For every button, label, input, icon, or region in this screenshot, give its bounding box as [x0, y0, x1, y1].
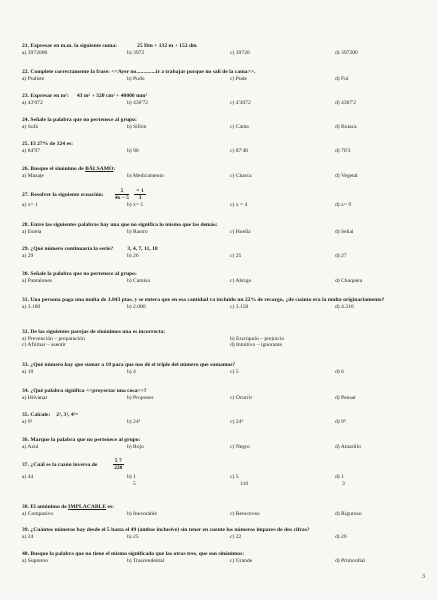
option-a[interactable]: a) 84'97: [22, 147, 40, 154]
equation-rhs-bottom: 3: [138, 195, 142, 202]
option-d[interactable]: d) 9⁹: [335, 418, 346, 425]
question-39: [22, 527, 427, 540]
question-27: [22, 188, 427, 209]
option-c[interactable]: c) Pude: [230, 75, 247, 82]
question-30: [22, 271, 427, 284]
option-b[interactable]: b) Proponer: [127, 394, 154, 401]
option-a[interactable]: a) Azul: [22, 443, 39, 450]
option-d[interactable]: d) 27: [335, 252, 347, 259]
option-b[interactable]: b) Pudo: [127, 75, 145, 82]
option-c[interactable]: c) 5: [230, 368, 239, 375]
option-c[interactable]: c) Charca: [230, 172, 252, 179]
option-c[interactable]: c) Grande: [230, 557, 253, 564]
option-a[interactable]: a) Compasivo: [22, 510, 54, 517]
question-fraction: [113, 458, 124, 471]
question-text: 22. Complete correctamente la frase: <<Ayer no..............ir a trabajar porque no salí de la cama>>.: [22, 69, 256, 75]
question-keyword: BÁLSAMO: [85, 166, 114, 172]
question-22: [22, 69, 427, 82]
option-b[interactable]: b) Inexorable: [127, 510, 157, 517]
option-b-denominator: 5: [133, 480, 136, 487]
option-a[interactable]: a) 10: [22, 368, 34, 375]
question-text: 38. El antónimo de: [22, 504, 67, 510]
option-c[interactable]: c) 39720: [230, 49, 250, 56]
option-c[interactable]: c) 24⁹: [230, 418, 244, 425]
question-text: 36. Marque la palabra que no pertenece al grupo:: [22, 437, 141, 443]
option-b[interactable]: b) 90: [127, 147, 139, 154]
page-number: 3: [422, 574, 425, 580]
question-29: [22, 246, 427, 259]
question-text: 31. Una persona paga una multa de 3.843 ptas. y se entera que en esa cantidad va incluido un 22% de recargo, ¿de cuánto era la multa originariamente?: [22, 297, 385, 303]
option-a[interactable]: a) Supremo: [22, 557, 48, 564]
question-suffix: :: [113, 166, 116, 172]
scan-mark: ~: [28, 14, 31, 19]
question-text: 25. El 27% de 324 es:: [22, 141, 73, 147]
option-b[interactable]: b) 25: [127, 533, 139, 540]
question-40: [22, 551, 427, 564]
option-c[interactable]: c) x = 4: [230, 202, 248, 208]
question-text: 29. ¿Qué número continuaría la serie?: [22, 246, 114, 252]
option-d[interactable]: d) 26: [335, 533, 347, 540]
option-d[interactable]: d) Butaca: [335, 123, 357, 130]
option-a[interactable]: a) Sofá: [22, 123, 38, 130]
option-b[interactable]: b) 3972: [127, 49, 145, 56]
question-text: 28. Entre las siguientes palabras hay una que no significa lo mismo que las demás:: [22, 222, 218, 228]
question-21: [22, 43, 427, 56]
equation-fraction: [115, 188, 129, 201]
option-c[interactable]: c) Rencoroso: [230, 510, 260, 517]
question-text: 32. De las siguientes parejas de sinónimos una es incorrecta:: [22, 329, 166, 335]
option-b[interactable]: b) Medicamento: [127, 172, 164, 179]
option-c[interactable]: c) Huella: [230, 228, 251, 235]
question-text: 37. ¿Cuál es la razón inversa de: [22, 462, 98, 468]
question-suffix: es:: [107, 504, 115, 510]
option-a[interactable]: a) x= 1: [22, 202, 38, 208]
question-text: 35. Calcule:: [22, 412, 51, 418]
option-d[interactable]: d) Chaqueta: [335, 277, 363, 284]
option-d[interactable]: d) Primordial: [335, 557, 365, 564]
option-a[interactable]: a) Masaje: [22, 172, 44, 179]
option-d-denominator: 3: [342, 480, 345, 487]
question-26: [22, 166, 427, 179]
option-b[interactable]: b) Camisa: [127, 277, 150, 284]
option-b[interactable]: b) Trascendental: [127, 557, 165, 564]
question-text: 27. Resolver la siguiente ecuación:: [22, 192, 104, 198]
question-series: 3, 4, 7, 11, 18: [127, 246, 158, 252]
option-a[interactable]: a) 3.180: [22, 303, 41, 310]
question-text: 26. Busque el sinónimo de: [22, 166, 84, 172]
option-b[interactable]: b) x= 5: [127, 202, 144, 208]
option-b[interactable]: b) 24³: [127, 418, 141, 425]
option-a[interactable]: a) 24: [22, 533, 34, 540]
question-keyword: IMPLACABLE: [68, 504, 107, 510]
option-c[interactable]: c) 3.150: [230, 303, 249, 310]
option-b[interactable]: b) 430'72: [127, 99, 149, 106]
question-text: 39. ¿Cuántos números hay desde el 5 hasta el 49 (ambos inclusive) sin tener en cuente los números impares de dos cifras?: [22, 527, 310, 533]
option-d[interactable]: d) 397200: [335, 49, 358, 56]
option-d[interactable]: d) 6: [335, 368, 344, 375]
fraction-denominator: 4x – 5: [114, 195, 129, 202]
option-d[interactable]: d) Riguroso: [335, 510, 362, 517]
option-a[interactable]: a) 44: [22, 474, 34, 480]
question-text: 34. ¿Qué palabra significa <<proyectar una cosa>>?: [22, 388, 147, 394]
option-c[interactable]: c) Negro: [230, 443, 250, 450]
option-c[interactable]: c) Afirmar – asentir: [22, 342, 66, 349]
question-23: [22, 93, 427, 106]
question-33: [22, 362, 427, 375]
option-b[interactable]: b) 26: [127, 252, 139, 259]
option-b[interactable]: b) 2.080: [127, 303, 146, 310]
question-28: [22, 222, 427, 235]
option-c[interactable]: c) 25: [230, 252, 242, 259]
question-25: [22, 141, 427, 154]
option-c[interactable]: c) 22: [230, 533, 242, 540]
option-c[interactable]: c) Ocurrir: [230, 394, 253, 401]
equation-rhs: [134, 188, 145, 201]
question-expression: 2², 3², 4²=: [56, 412, 79, 418]
question-31: [22, 297, 427, 310]
question-text: 23. Expresar en m²:: [22, 93, 69, 99]
option-c[interactable]: c) Cama: [230, 123, 249, 130]
fraction-denominator: 220: [114, 465, 123, 472]
option-b[interactable]: b) Escrúpulo – prejuicio: [230, 335, 285, 342]
fraction-numerator: 5: [115, 188, 129, 195]
option-a[interactable]: a) Pantalones: [22, 277, 52, 284]
option-b[interactable]: b) Sillón: [127, 123, 147, 130]
equation-rhs-top: = 1: [136, 188, 144, 195]
option-a[interactable]: a) Estela: [22, 228, 42, 235]
option-a[interactable]: a) Pudiste: [22, 75, 45, 82]
option-d[interactable]: d) x= 9: [335, 202, 352, 208]
option-d[interactable]: d) Pensar: [335, 394, 356, 401]
option-a[interactable]: a) Hilvanar: [22, 394, 48, 401]
question-34: [22, 388, 427, 401]
option-d[interactable]: d) Señal: [335, 228, 354, 235]
option-c[interactable]: c) Abrigo: [230, 277, 252, 284]
option-d[interactable]: d) Fui: [335, 75, 349, 82]
question-text: 30. Señale la palabra que no pertenece al grupo:: [22, 271, 137, 277]
option-a[interactable]: a) Prevención – preparación: [22, 335, 85, 342]
option-d[interactable]: d) 70'3: [335, 147, 351, 154]
option-b[interactable]: b) 1: [127, 474, 136, 480]
option-c[interactable]: c) 4'3072: [230, 99, 251, 106]
question-32: [22, 329, 427, 349]
option-c-denominator: 110: [240, 480, 249, 487]
option-d[interactable]: d) 4.310: [335, 303, 354, 310]
option-d[interactable]: d) Intuitivo – ignorante: [230, 342, 283, 349]
question-24: [22, 117, 427, 130]
question-35: [22, 412, 427, 425]
option-d[interactable]: d) Vegetal: [335, 172, 358, 179]
question-text: 21. Expresar en m.m. la siguiente suma:: [22, 43, 118, 49]
option-c[interactable]: c) 5: [230, 474, 239, 480]
question-expression: 43 m² + 320 cm² + 40000 mm²: [76, 93, 148, 99]
option-d[interactable]: d) Amarillo: [335, 443, 361, 450]
option-d[interactable]: d) 1: [335, 474, 344, 480]
option-d[interactable]: d) 4307'2: [335, 99, 357, 106]
option-b[interactable]: b) Rastro: [127, 228, 148, 235]
option-b[interactable]: b) Rojo: [127, 443, 144, 450]
question-37: [22, 458, 427, 487]
question-text: 33. ¿Qué número hay que sumar a 10 para que nos dé el triple del número que sumamos?: [22, 362, 236, 368]
option-a[interactable]: a) 3972000: [22, 49, 48, 56]
question-expression: 25 Dm + 132 m + 152 dm: [137, 43, 197, 49]
option-a[interactable]: a) 43'072: [22, 99, 43, 106]
question-text: 24. Señale la palabra que no pertenece al grupo:: [22, 117, 137, 123]
question-38: [22, 504, 427, 517]
option-a[interactable]: a) 29: [22, 252, 34, 259]
option-a[interactable]: a) 9²: [22, 418, 33, 425]
option-b[interactable]: b) 4: [127, 368, 136, 375]
question-text: 40. Busque la palabra que no tiene el mismo significado que las otras tres, que son sinónimos:: [22, 551, 245, 557]
fraction-numerator: 5 7: [114, 458, 122, 465]
option-c[interactable]: c) 87'48: [230, 147, 248, 154]
question-36: [22, 437, 427, 450]
